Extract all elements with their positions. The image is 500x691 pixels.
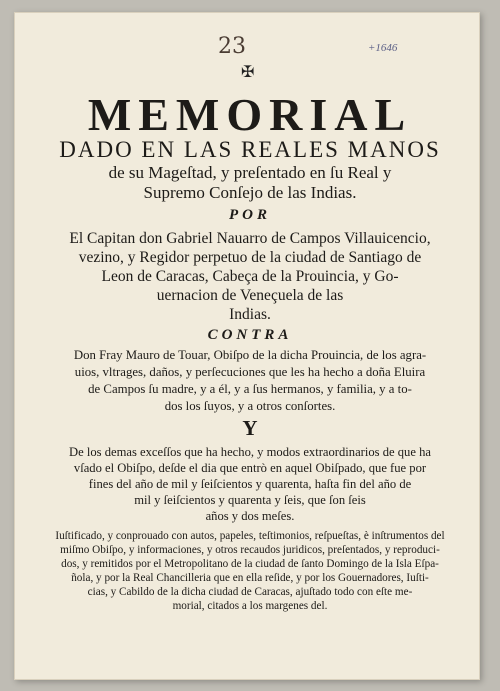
document-title: MEMORIAL — [87, 89, 413, 140]
excess-line-4: mil y ſeiſcientos y quarenta y ſeis, que ſon ſeis — [134, 493, 366, 507]
excess-line-2: vſado el Obiſpo, deſde el dia que entrò en aquel Obiſpado, que fue por — [73, 461, 427, 475]
excess-line-1: De los demas exceſſos que ha hecho, y modos extraordinarios de que ha — [69, 445, 431, 459]
subtitle-line-2: de su Mageſtad, y preſentado en ſu Real y — [108, 163, 392, 182]
subtitle-line-1: DADO EN LAS REALES MANOS — [59, 137, 441, 162]
contra-heading: CONTRA — [207, 327, 293, 343]
justification-line-1: Iuſtificado, y conprouado con autos, papeles, teſtimonios, reſpueſtas, è inſtrumentos del — [55, 530, 445, 542]
author-line-4: uernacion de Veneçuela de las — [156, 287, 344, 304]
y-heading: Y — [242, 416, 258, 440]
author-line-2: vezino, y Regidor perpetuo de la ciudad de Santiago de — [78, 249, 422, 266]
justification-line-5: cias, y Cabildo de la dicha ciudad de Caracas, ajuſtado todo con eſte me- — [87, 586, 413, 598]
justification-line-4: ñola, y por la Real Chancilleria que en ella reſide, y por los Gouernadores, Iuſti- — [71, 572, 429, 584]
author-line-3: Leon de Caracas, Cabeça de la Prouincia, y Go- — [101, 268, 399, 285]
subtitle-line-3: Supremo Conſejo de las Indias. — [143, 183, 357, 202]
contra-line-4: dos los ſuyos, y a otros conſortes. — [164, 399, 336, 413]
contra-line-2: uios, vltrages, daños, y perſecuciones que les ha hecho a doña Eluira — [74, 365, 426, 379]
shelfmark-note: +1646 — [368, 42, 398, 54]
author-line-5: Indias. — [229, 306, 271, 323]
justification-line-3: dos, y remitidos por el Metropolitano de la ciudad de ſanto Domingo de la Isla Eſpa- — [61, 558, 439, 570]
contra-line-1: Don Fray Mauro de Touar, Obiſpo de la dicha Prouincia, de los agra- — [73, 348, 427, 362]
cross-icon: ✠ — [241, 64, 255, 81]
por-heading: POR — [229, 207, 271, 223]
contra-line-3: de Campos ſu madre, y a él, y a ſus hermanos, y familia, y a to- — [88, 382, 412, 396]
justification-line-2: miſmo Obiſpo, y informaciones, y otros recaudos juridicos, preſentados, y reproduci- — [60, 544, 440, 556]
manuscript-number: 23 — [218, 34, 246, 59]
justification-line-6: morial, citados a los margenes del. — [172, 600, 328, 612]
excess-line-3: fines del año de mil y ſeiſcientos y quarenta, haſta fin del año de — [88, 477, 412, 491]
excess-line-5: años y dos meſes. — [205, 509, 295, 523]
author-line-1: El Capitan don Gabriel Nauarro de Campos Villauicencio, — [69, 230, 431, 247]
